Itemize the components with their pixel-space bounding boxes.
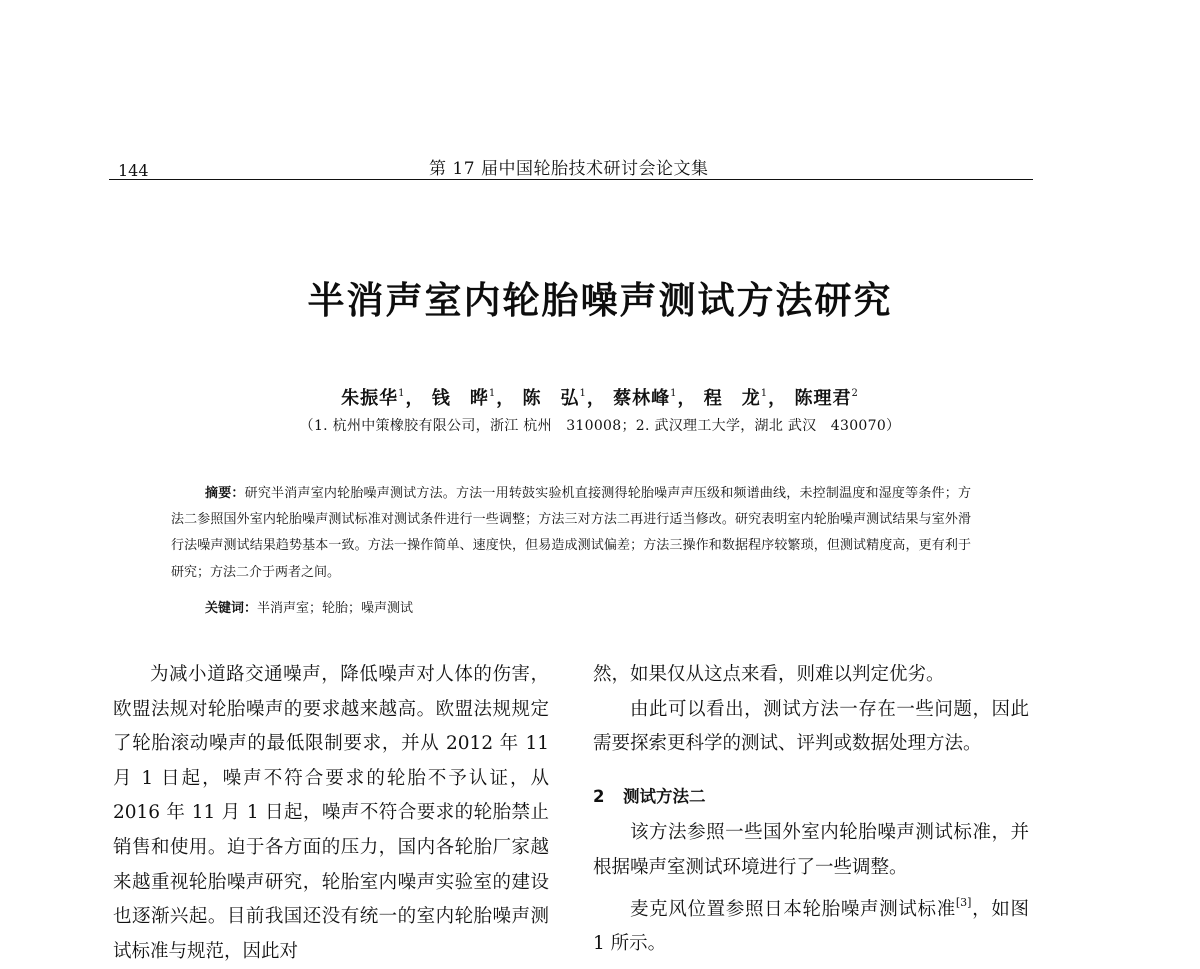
author: 陈理君 (794, 388, 852, 409)
body-paragraph: 由此可以看出，测试方法一存在一些问题，因此需要探索更科学的测试、评判或数据处理方法。 (593, 698, 1029, 755)
keywords-label: 关键词： (205, 601, 258, 616)
author-separator: ， (405, 388, 425, 409)
author: 蔡林峰 (613, 388, 671, 409)
author-affil-mark: 1 (760, 388, 769, 399)
body-paragraph (593, 886, 1029, 962)
citation-ref: [3] (955, 895, 972, 909)
author-separator: ， (677, 388, 697, 409)
body-paragraph: 为减小道路交通噪声，降低噪声对人体的伤害，欧盟法规对轮胎噪声的要求越来越高。欧盟法规规定了轮胎滚动噪声的最低限制要求，并从 2012 年 11 月 1 日起，噪声不符合要求的轮胎不予认证，从 2016 年 11 月 1 日起，噪声不符合要求的轮胎禁止销售和使用。迫于各方面的压力，国内各轮胎厂家越来越重视轮胎噪声研究，轮胎室内噪声实验室的建设也逐渐兴起。目前我国还没有统一的室内轮胎噪声测试标准与规范，因此对 (113, 664, 549, 962)
abstract-label: 摘要： (205, 486, 245, 501)
body-text: ，如图 1 所示。 (593, 898, 1029, 955)
keywords (205, 597, 413, 616)
author-affil-mark: 1 (398, 388, 406, 399)
section-heading (593, 780, 1029, 815)
header-rule (109, 179, 1033, 180)
author-affil-mark: 2 (851, 388, 859, 399)
page-number: 144 (118, 161, 149, 180)
body-paragraph: 该方法参照一些国外室内轮胎噪声测试标准，并根据噪声室测试环境进行了一些调整。 (593, 822, 1029, 878)
author-separator: ， (496, 388, 516, 409)
left-column (113, 658, 549, 969)
affiliations: （1. 杭州中策橡胶有限公司，浙江 杭州 310008；2. 武汉理工大学，湖北 武汉 430070） (299, 418, 901, 434)
keywords-text: 半消声室；轮胎；噪声测试 (257, 601, 414, 616)
author-affil-mark: 1 (670, 388, 678, 399)
author: 程 龙 (703, 388, 761, 409)
author: 朱振华 (341, 388, 399, 409)
author-affil-mark: 1 (579, 388, 587, 399)
section-number: 2 (593, 786, 605, 806)
paper-title: 半消声室内轮胎噪声测试方法研究 (307, 279, 893, 322)
running-header: 第 17 届中国轮胎技术研讨会论文集 (429, 159, 709, 179)
author-list (0, 384, 1200, 410)
author-separator: ， (586, 388, 606, 409)
author: 钱 晔 (431, 388, 489, 409)
abstract (171, 481, 971, 586)
author-separator: ， (768, 388, 788, 409)
author: 陈 弘 (522, 388, 580, 409)
right-column (593, 658, 1029, 962)
section-title: 测试方法二 (623, 786, 706, 806)
abstract-text: 研究半消声室内轮胎噪声测试方法。方法一用转鼓实验机直接测得轮胎噪声声压级和频谱曲线，未控制温度和湿度等条件；方法二参照国外室内轮胎噪声测试标准对测试条件进行一些调整；方法三对方法二再进行适当修改。研究表明室内轮胎噪声测试结果与室外滑行法噪声测试结果趋势基本一致。方法一操作简单、速度快，但易造成测试偏差；方法三操作和数据程序较繁琐，但测试精度高，更有利于研究；方法二介于两者之间。 (171, 486, 971, 580)
body-paragraph: 然，如果仅从这点来看，则难以判定优劣。 (593, 664, 945, 685)
body-text: 麦克风位置参照日本轮胎噪声测试标准 (630, 898, 956, 920)
author-affil-mark: 1 (488, 388, 497, 399)
